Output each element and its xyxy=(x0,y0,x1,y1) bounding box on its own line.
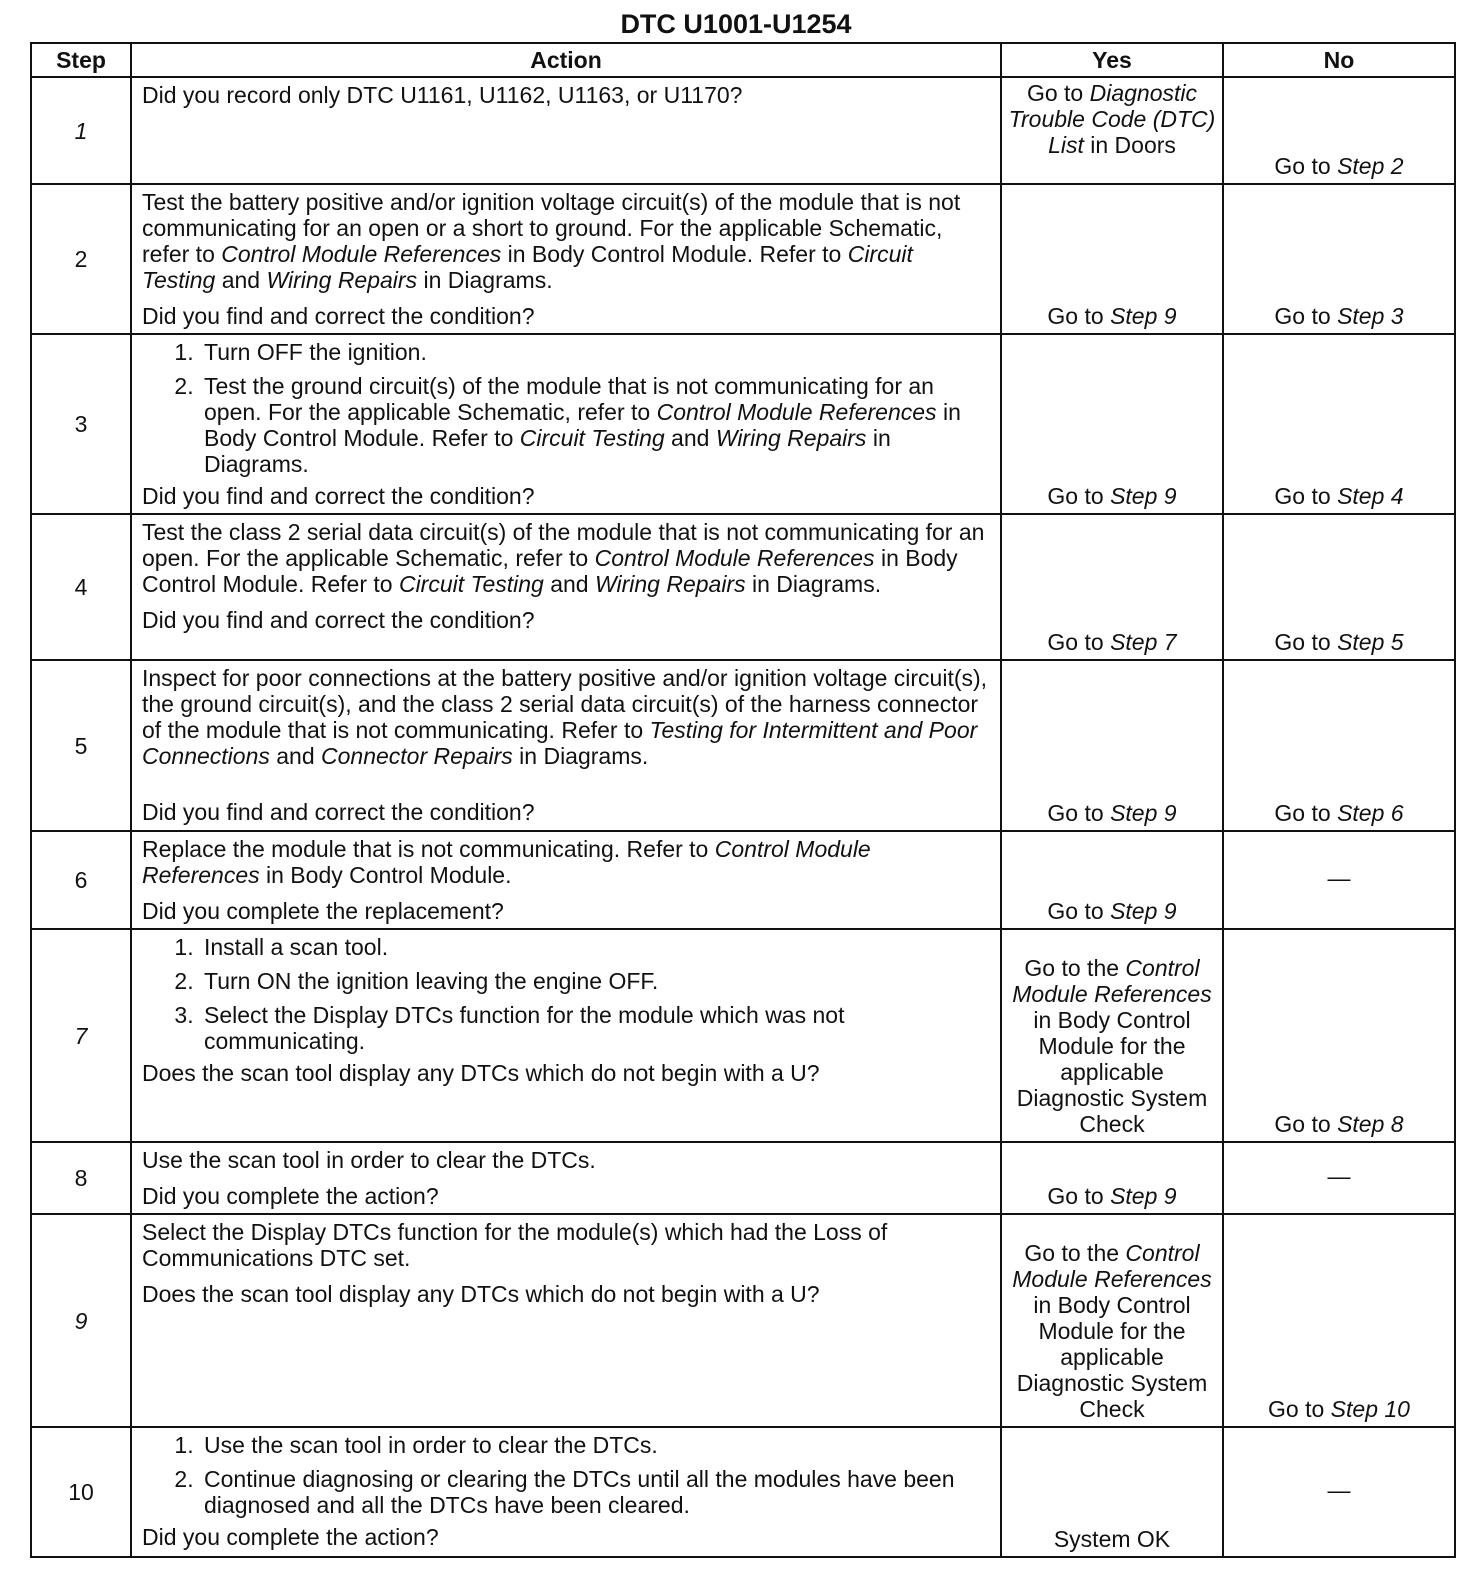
step-number: 3 xyxy=(31,334,131,514)
list-item xyxy=(200,1002,992,1054)
action-segment: in Body Control Module. Refer to xyxy=(501,241,848,267)
action-segment: Test the ground circuit(s) of the module that is not communicating for an open. For the applicable Schematic, refer to xyxy=(204,373,934,425)
action-cell xyxy=(131,1142,1001,1214)
link-control-module-references[interactable]: Control Module References xyxy=(1012,1240,1212,1292)
action-text xyxy=(142,836,992,888)
link-step[interactable]: Step 9 xyxy=(1110,800,1177,826)
action-cell xyxy=(131,929,1001,1142)
link-step[interactable]: Step 6 xyxy=(1337,800,1404,826)
action-segment: Did you record only DTC U1161, U1162, U1163, or U1170? xyxy=(142,82,743,108)
step-number: 2 xyxy=(31,184,131,334)
action-segment: Use the scan tool in order to clear the DTCs. xyxy=(142,1147,596,1173)
header-step: Step xyxy=(31,43,131,77)
action-segment: in Body Control Module. Refer to xyxy=(142,545,958,597)
action-cell xyxy=(131,77,1001,184)
link-step[interactable]: Step 5 xyxy=(1337,629,1404,655)
yes-cell xyxy=(1001,1427,1223,1557)
action-segment: in Body Control Module. xyxy=(259,862,512,888)
yes-cell xyxy=(1001,77,1223,184)
link-dtc-list[interactable]: Diagnostic Trouble Code (DTC) List xyxy=(1008,80,1216,158)
question-text: Did you complete the action? xyxy=(142,1524,439,1550)
yes-text: Go to the xyxy=(1024,1240,1126,1266)
table-row xyxy=(31,1214,1455,1427)
yes-text: Go to xyxy=(1026,80,1090,106)
action-text xyxy=(142,82,992,108)
action-segment: Replace the module that is not communicating. Refer to xyxy=(142,836,715,862)
table-row xyxy=(31,184,1455,334)
action-segment: in Diagrams. xyxy=(745,571,882,597)
reference-link[interactable]: Circuit Testing xyxy=(398,571,544,597)
action-cell xyxy=(131,831,1001,929)
action-text xyxy=(142,1219,992,1271)
yes-cell xyxy=(1001,1214,1223,1427)
yes-text: Go to xyxy=(1047,1183,1111,1209)
page-title: DTC U1001-U1254 xyxy=(620,9,852,39)
yes-text: Go to xyxy=(1047,303,1111,329)
table-row xyxy=(31,660,1455,831)
header-yes: Yes xyxy=(1001,43,1223,77)
no-cell xyxy=(1223,514,1455,660)
yes-text: Go to xyxy=(1047,898,1111,924)
step-number: 6 xyxy=(31,831,131,929)
no-cell xyxy=(1223,77,1455,184)
action-segment: Test the class 2 serial data circuit(s) of the module that is not communicating for an open. For the applicable Schematic, refer to xyxy=(142,519,985,571)
no-cell xyxy=(1223,660,1455,831)
link-step[interactable]: Step 9 xyxy=(1110,1183,1177,1209)
table-row xyxy=(31,334,1455,514)
action-segment: in Diagrams. xyxy=(204,425,891,477)
yes-text: Go to xyxy=(1047,629,1111,655)
reference-link[interactable]: Wiring Repairs xyxy=(266,267,418,293)
question-text: Did you find and correct the condition? xyxy=(142,483,535,509)
reference-link[interactable]: Connector Repairs xyxy=(321,743,513,769)
no-dash: — xyxy=(1327,1163,1351,1189)
reference-link[interactable]: Control Module References xyxy=(594,545,875,571)
no-text: Go to xyxy=(1274,800,1338,826)
yes-cell xyxy=(1001,929,1223,1142)
action-cell xyxy=(131,660,1001,831)
question-text: Does the scan tool display any DTCs which do not begin with a U? xyxy=(142,1060,820,1086)
no-cell xyxy=(1223,1142,1455,1214)
yes-cell xyxy=(1001,184,1223,334)
link-step[interactable]: Step 3 xyxy=(1337,303,1404,329)
reference-link[interactable]: Control Module References xyxy=(656,399,937,425)
no-cell xyxy=(1223,831,1455,929)
yes-cell xyxy=(1001,831,1223,929)
action-text xyxy=(142,1147,992,1173)
action-text xyxy=(142,665,992,769)
yes-cell xyxy=(1001,660,1223,831)
no-dash: — xyxy=(1327,865,1351,891)
link-step[interactable]: Step 9 xyxy=(1110,303,1177,329)
action-cell xyxy=(131,184,1001,334)
action-segment: Install a scan tool. xyxy=(204,934,389,960)
question-text: Did you complete the replacement? xyxy=(142,898,504,924)
yes-cell xyxy=(1001,334,1223,514)
reference-link[interactable]: Control Module References xyxy=(221,241,502,267)
list-item xyxy=(200,1466,992,1518)
action-text xyxy=(142,519,992,597)
action-segment: Turn ON the ignition leaving the engine OFF. xyxy=(204,968,659,994)
yes-text: in Doors xyxy=(1083,132,1176,158)
step-number: 8 xyxy=(31,1142,131,1214)
no-text: Go to xyxy=(1274,1111,1338,1137)
table-row xyxy=(31,1142,1455,1214)
link-step[interactable]: Step 8 xyxy=(1337,1111,1404,1137)
list-item xyxy=(200,373,992,477)
action-cell xyxy=(131,1214,1001,1427)
yes-text: Go to xyxy=(1047,483,1111,509)
list-item xyxy=(200,968,992,994)
action-text xyxy=(142,189,992,293)
action-segment: in Body Control Module. Refer to xyxy=(204,399,961,451)
link-step[interactable]: Step 7 xyxy=(1110,629,1177,655)
no-cell xyxy=(1223,929,1455,1142)
no-dash: — xyxy=(1327,1477,1351,1503)
question-text: Does the scan tool display any DTCs which do not begin with a U? xyxy=(142,1281,820,1307)
list-item xyxy=(200,934,992,960)
header-no: No xyxy=(1223,43,1455,77)
no-text: Go to xyxy=(1274,483,1338,509)
step-number: 9 xyxy=(31,1214,131,1427)
table-row xyxy=(31,514,1455,660)
link-control-module-references[interactable]: Control Module References xyxy=(1012,955,1212,1007)
action-segment: and xyxy=(664,425,716,451)
list-item xyxy=(200,1432,992,1458)
no-text: Go to xyxy=(1274,153,1338,179)
action-segment: and xyxy=(215,267,267,293)
action-cell xyxy=(131,334,1001,514)
link-step[interactable]: Step 9 xyxy=(1110,483,1177,509)
step-number: 7 xyxy=(31,929,131,1142)
action-segment: Test the battery positive and/or ignition voltage circuit(s) of the module that is not communicating for an open or a short to ground. For the applicable Schematic, refer to xyxy=(142,189,961,267)
action-list xyxy=(142,934,992,1054)
action-segment: Select the Display DTCs function for the module(s) which had the Loss of Communications DTC set. xyxy=(142,1219,888,1271)
action-segment: Continue diagnosing or clearing the DTCs until all the modules have been diagnosed and all the DTCs have been cleared. xyxy=(204,1466,955,1518)
yes-cell xyxy=(1001,514,1223,660)
action-cell xyxy=(131,514,1001,660)
header-row xyxy=(31,43,1455,77)
action-list xyxy=(142,339,992,477)
no-cell xyxy=(1223,184,1455,334)
reference-link[interactable]: Wiring Repairs xyxy=(594,571,746,597)
action-segment: Use the scan tool in order to clear the DTCs. xyxy=(204,1432,658,1458)
step-number: 4 xyxy=(31,514,131,660)
action-segment: and xyxy=(543,571,595,597)
no-text: Go to xyxy=(1274,303,1338,329)
link-step[interactable]: Step 4 xyxy=(1337,483,1404,509)
action-segment: in Diagrams. xyxy=(512,743,649,769)
header-action: Action xyxy=(131,43,1001,77)
dtc-table xyxy=(30,42,1456,1558)
action-list xyxy=(142,1432,992,1518)
yes-text: Go to xyxy=(1047,800,1111,826)
list-item xyxy=(200,339,992,365)
action-segment: Inspect for poor connections at the battery positive and/or ignition voltage circuit(s), the ground circuit(s), and the class 2 serial data circuit(s) of the harness connector of the module that is not communicating. Refer to xyxy=(142,665,988,743)
action-segment: in Diagrams. xyxy=(417,267,553,293)
link-step[interactable]: Step 9 xyxy=(1110,898,1177,924)
question-text: Did you find and correct the condition? xyxy=(142,607,535,633)
step-number: 5 xyxy=(31,660,131,831)
reference-link[interactable]: Circuit Testing xyxy=(519,425,665,451)
link-step[interactable]: Step 2 xyxy=(1337,153,1404,179)
action-segment: Select the Display DTCs function for the module which was not communicating. xyxy=(204,1002,845,1054)
yes-text: in Body Control Module for the applicable Diagnostic System Check xyxy=(1016,1007,1208,1137)
no-text: Go to xyxy=(1268,1396,1331,1422)
action-cell xyxy=(131,1427,1001,1557)
question-text: Did you complete the action? xyxy=(142,1183,439,1209)
table-row xyxy=(31,929,1455,1142)
step-number: 10 xyxy=(31,1427,131,1557)
step-number: 1 xyxy=(31,77,131,184)
reference-link[interactable]: Wiring Repairs xyxy=(715,425,867,451)
action-segment: Turn OFF the ignition. xyxy=(204,339,427,365)
link-step[interactable]: Step 10 xyxy=(1330,1396,1410,1422)
reference-link[interactable]: Testing for Intermittent and Poor Connections xyxy=(142,717,978,769)
action-segment: and xyxy=(269,743,322,769)
reference-link[interactable]: Circuit Testing xyxy=(142,241,913,293)
question-text: Did you find and correct the condition? xyxy=(142,799,535,825)
table-row xyxy=(31,1427,1455,1557)
yes-text: Go to the xyxy=(1024,955,1126,981)
no-text: Go to xyxy=(1274,629,1338,655)
reference-link[interactable]: Control Module References xyxy=(142,836,871,888)
no-cell xyxy=(1223,334,1455,514)
yes-text: System OK xyxy=(1053,1526,1171,1552)
table-row xyxy=(31,831,1455,929)
yes-text: in Body Control Module for the applicable Diagnostic System Check xyxy=(1016,1292,1208,1422)
no-cell xyxy=(1223,1214,1455,1427)
table-row xyxy=(31,77,1455,184)
question-text: Did you find and correct the condition? xyxy=(142,303,535,329)
no-cell xyxy=(1223,1427,1455,1557)
yes-cell xyxy=(1001,1142,1223,1214)
